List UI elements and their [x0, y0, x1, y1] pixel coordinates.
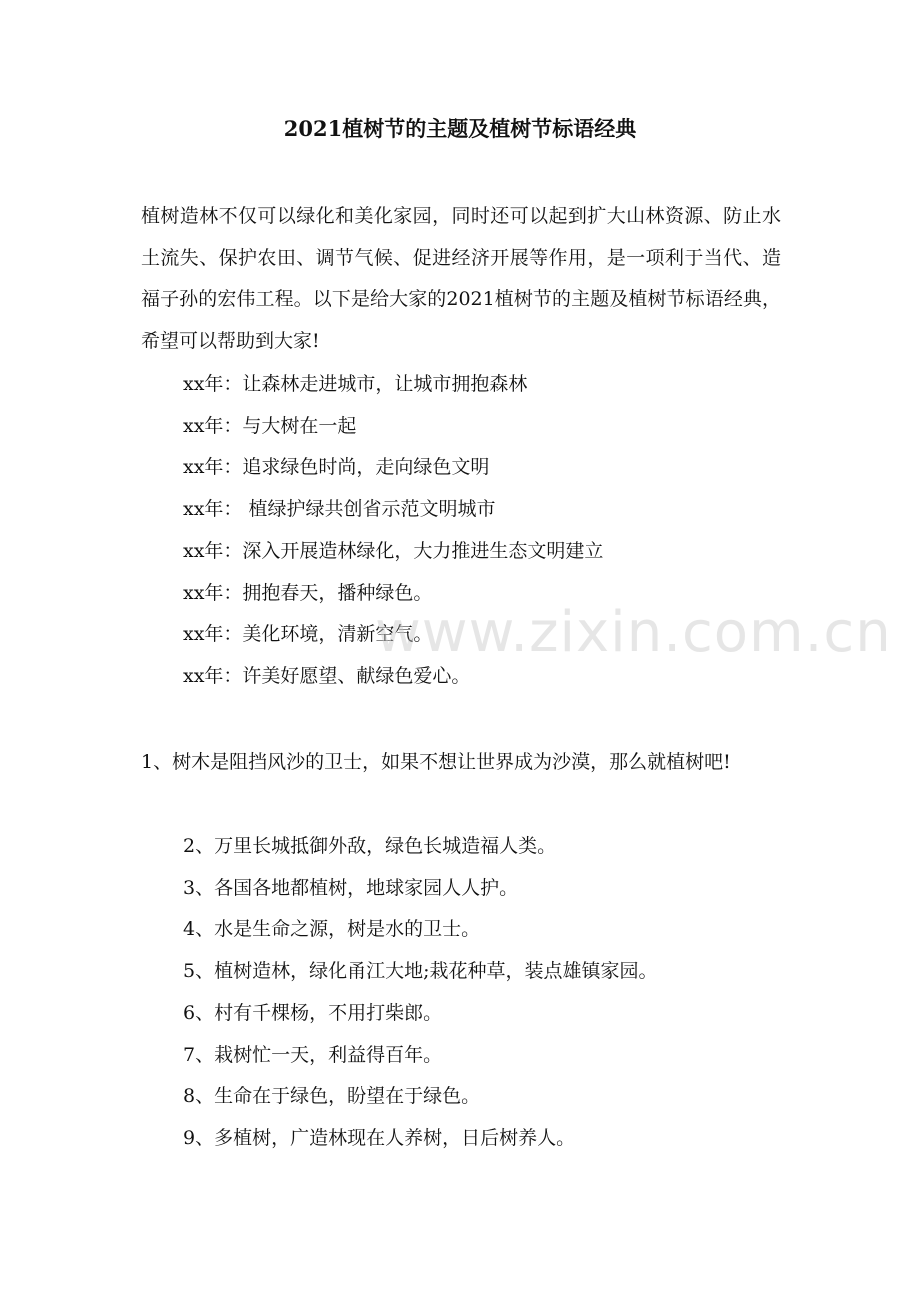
numbered-item: 5、植树造林，绿化甬江大地;栽花种草，装点雄镇家园。 [183, 960, 658, 983]
slogan-item: xx年：美化环境，清新空气。 [183, 623, 433, 646]
numbered-item: 3、各国各地都植树，地球家园人人护。 [183, 876, 519, 899]
slogan-item: xx年： 植绿护绿共创省示范文明城市 [183, 498, 496, 521]
numbered-list [183, 826, 783, 1160]
slogan-item: xx年：与大树在一起 [183, 414, 357, 437]
numbered-item: 8、生命在于绿色，盼望在于绿色。 [183, 1085, 481, 1108]
document-title: 2021植树节的主题及植树节标语经典 [283, 116, 637, 141]
slogan-item: xx年：拥抱春天，播种绿色。 [183, 581, 433, 604]
numbered-item: 7、栽树忙一天，利益得百年。 [183, 1043, 443, 1066]
intro-paragraph: 植树造林不仅可以绿化和美化家园，同时还可以起到扩大山林资源、防止水土流失、保护农田、调节气候、促进经济开展等作用，是一项利于当代、造福子孙的宏伟工程。以下是给大家的2021植树节的主题及植树节标语经典，希望可以帮助到大家! [141, 205, 781, 353]
slogan-item: xx年：追求绿色时尚，走向绿色文明 [183, 456, 490, 479]
slogan-list [183, 364, 783, 698]
numbered-item: 6、村有千棵杨，不用打柴郎。 [183, 1001, 443, 1024]
watermark: www.zixin.com.cn [375, 600, 892, 665]
slogan-item: xx年：让森林走进城市，让城市拥抱森林 [183, 373, 528, 395]
numbered-item: 4、水是生命之源，树是水的卫士。 [183, 918, 481, 941]
slogan-item: xx年：许美好愿望、献绿色爱心。 [183, 664, 471, 687]
numbered-item-1: 1、树木是阻挡风沙的卫士，如果不想让世界成为沙漠，那么就植树吧! [141, 751, 731, 773]
numbered-item: 2、万里长城抵御外敌，绿色长城造福人类。 [183, 835, 557, 857]
numbered-item: 9、多植树，广造林现在人养树，日后树养人。 [183, 1126, 576, 1149]
slogan-item: xx年：深入开展造林绿化，大力推进生态文明建立 [183, 539, 604, 562]
